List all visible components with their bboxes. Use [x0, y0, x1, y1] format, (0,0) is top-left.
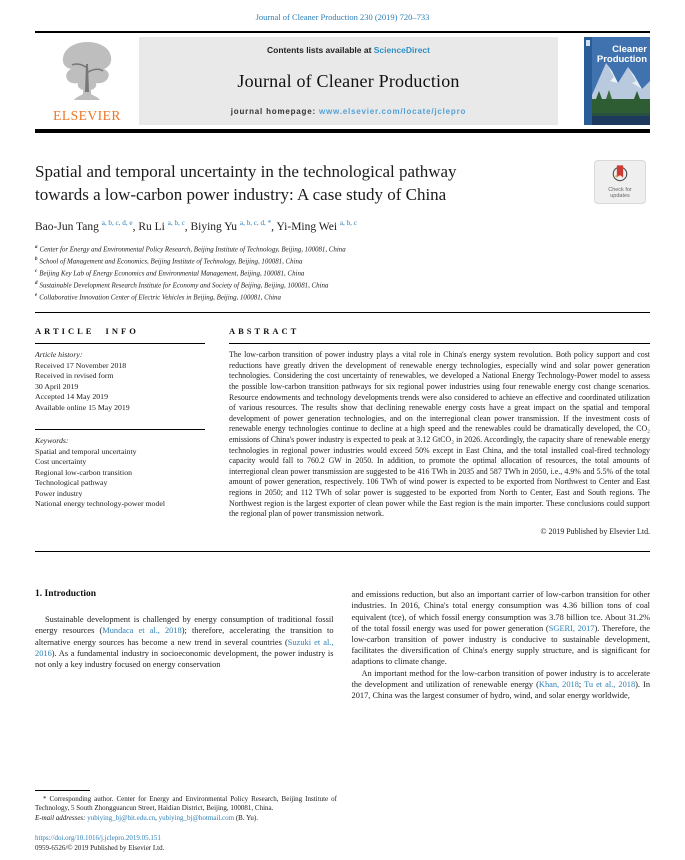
contents-prefix: Contents lists available at: [267, 45, 374, 55]
intro-paragraph-right-2: An important method for the low-carbon transition of power industry is to accelerate the development and utilization of renewable energy (Khan, 2018; Tu et al., 2018). In 2017, China was the largest consumer of hydro, wind, and solar energy worldwide,: [351, 668, 651, 701]
affiliation-item: $^e$ Collaborative Innovation Center of Electric Vehicles in Beijing, Beijing, 100081, China: [35, 292, 281, 302]
article-title-line1: Spatial and temporal uncertainty in the technological pathway: [35, 161, 457, 181]
running-head-citation[interactable]: Journal of Cleaner Production 230 (2019) 720–733: [255, 12, 430, 22]
crossmark-icon: [611, 164, 629, 187]
inline-link[interactable]: yubiying_bj@bit.edu.cn: [87, 813, 156, 822]
sciencedirect-link[interactable]: ScienceDirect: [373, 45, 430, 55]
article-title-line2: towards a low-carbon power industry: A case study of China: [35, 184, 447, 204]
intro-paragraph-left: Sustainable development is challenged by energy consumption of traditional fossil energy resources (Mundaca et al., 2018); therefore, accelerating the transition to alternative energy sources has become a new trend in several countries (Suzuki et al., 2016). As a fundamental industry in socioeconomic development, the power industry is not only a key industry focused on energy conservation: [35, 615, 334, 669]
article-info-column: [35, 326, 205, 536]
contents-line: [267, 45, 430, 55]
homepage-prefix: journal homepage:: [230, 107, 319, 116]
abstract-bottom-rule: [35, 551, 650, 553]
svg-text:Production: Production: [596, 54, 647, 65]
inline-link[interactable]: yubiying_bj@hotmail.com: [158, 813, 235, 822]
journal-cover-thumbnail[interactable]: [558, 37, 650, 125]
corresponding-author-note: * Corresponding author. Center for Energy and Environmental Policy Research, Beijing Institute of Technology, 5 South Zhongguancun Street, Haidian District, Beijing, 100081, China.: [35, 795, 337, 813]
keyword-item: Cost uncertainty: [35, 457, 87, 467]
inline-link[interactable]: SGERI, 2017: [548, 623, 595, 633]
elsevier-logo[interactable]: [35, 37, 139, 125]
affiliation-item: $^d$ Sustainable Development Research Institute for Economy and Society of Beijing, Beijing, 100081, China: [35, 280, 329, 290]
body-left-column: [35, 589, 334, 701]
article-history-label: Article history:: [35, 350, 83, 360]
journal-header: [35, 37, 650, 125]
inline-link[interactable]: a, b, c: [339, 219, 357, 228]
inline-link[interactable]: a, b, c, d, *: [239, 219, 272, 228]
history-item: Received in revised form: [35, 371, 114, 381]
issn-copyright-line: 0959-6526/© 2019 Published by Elsevier Ltd.: [35, 844, 165, 852]
introduction-heading: 1. Introduction: [35, 589, 97, 600]
inline-link[interactable]: a, b, c, d, e: [101, 219, 133, 228]
keyword-item: Spatial and temporal uncertainty: [35, 446, 137, 456]
abstract-column: [229, 326, 650, 536]
header-bottom-rule: [35, 129, 650, 133]
inline-link[interactable]: Mundaca et al., 2018: [102, 626, 182, 636]
keyword-item: Power industry: [35, 488, 83, 498]
check-updates-caption: Check for updates: [608, 186, 632, 199]
article-title: [35, 160, 457, 207]
homepage-url-link[interactable]: www.elsevier.com/locate/jclepro: [318, 107, 467, 116]
elsevier-tree-icon: [56, 40, 118, 107]
affiliations-list: [35, 243, 650, 302]
top-rule: [35, 31, 650, 33]
affiliation-item: $^c$ Beijing Key Lab of Energy Economics and Environmental Management, Beijing, 100081, China: [35, 269, 305, 278]
email-addresses-line: E-mail addresses: yubiying_bj@bit.edu.cn, yubiying_bj@hotmail.com (B. Yu).: [35, 813, 258, 822]
history-item: Accepted 14 May 2019: [35, 392, 108, 402]
footnote-block: [35, 790, 337, 852]
history-item: Received 17 November 2018: [35, 360, 127, 370]
copyright-line: © 2019 Published by Elsevier Ltd.: [540, 526, 650, 536]
svg-text:Cleaner: Cleaner: [612, 44, 647, 55]
history-item: Available online 15 May 2019: [35, 402, 130, 412]
abstract-text: The low-carbon transition of power industry plays a vital role in China's energy system revolution. Both policy support and cost reductions have greatly driven the development of renewable energy technologies, especially wind and solar power generation technologies. Considering the cost uncertainty of renewables, we developed a National Energy Technology-Power model to assess the possible low-carbon transition pathways for six regional power industries using four renewable energy cost change scenarios. Resource endowments and technology developments trends were also considered to achieve an effective and coordinated utilization of various resources. The results show that declining renewable energy costs have a great impact on the spatial and temporal development of power generation technologies, and on the interregional clean power transmission. If the investment costs of renewable energy technologies continue to decline at a high speed and the renewables could be dramatically developed, the CO₂ emissions of China's power industry is expected to peak at 3.12 GtCO₂ in 2026. Accordingly, the capacity share of renewable energy technologies in regional power industries would exceed 50% except in East China, and the total installed coal-fired technology capacity would fall to 760.2 GW in 2050. In addition, to promote the optimal allocation of resources, the total amounts of interregional clean power transmission are suggested to be 416 TWh in 2035 and 587 TWh in 2050, i.e., 4.9% and 5.5% of the total amount of power generation, respectively. 106 TWh of wind power is expected to be exported from Northwest to Center and East regions in 2050; and 112 TWh of solar power is suggested to be exported from North to Center, East and South regions. The Northwest region is the largest exporter of clean power while the East region is the main importer. These conclusions could support the regional plan of power transmission network.: [229, 350, 650, 519]
article-info-heading: ARTICLE INFO: [35, 326, 139, 337]
affiliations-rule: [35, 312, 650, 314]
doi-link[interactable]: https://doi.org/10.1016/j.jclepro.2019.05.151: [35, 834, 161, 842]
author-line: Bao-Jun Tang $^{a, b, c, d, e}$, Ru Li $^{a, b, c}$, Biying Yu $^{a, b, c, d, *}$, Yi-Ming Wei $^{a, b, c}$: [35, 219, 357, 234]
keywords-label: Keywords:: [35, 436, 69, 446]
affiliation-item: $^a$ Center for Energy and Environmental Policy Research, Beijing Institute of Technology, Beijing, 100081, China: [35, 245, 346, 254]
history-item: 30 April 2019: [35, 381, 79, 391]
inline-link[interactable]: Tu et al., 2018: [584, 679, 636, 689]
keyword-item: Regional low-carbon transition: [35, 467, 133, 477]
check-for-updates-badge[interactable]: [594, 160, 646, 204]
inline-link[interactable]: Khan, 2018: [538, 679, 579, 689]
journal-masthead: [139, 37, 558, 125]
abstract-heading: ABSTRACT: [229, 326, 300, 337]
footnote-rule: [35, 790, 90, 791]
elsevier-wordmark: ELSEVIER: [53, 108, 121, 123]
inline-link[interactable]: Suzuki et al., 2016: [35, 637, 334, 658]
intro-paragraph-right-1: and emissions reduction, but also an important carrier of low-carbon transition for other industries. In 2016, China's total energy consumption was 4.36 billion tons of coal equivalent (tce), of which fossil energy consumption was 3.78 billion tce. About 31.2% of the total fossil energy was used for power generation (SGERI, 2017). Therefore, the low-carbon transition of power industry is conducive to sustainable development, facilitates the diversification of China's energy supply structure, and is significant for adaptions to climate change.: [351, 590, 650, 667]
affiliation-item: $^b$ School of Management and Economics, Beijing Institute of Technology, Beijing, 100081, China: [35, 257, 303, 266]
inline-link[interactable]: a, b, c: [167, 219, 185, 228]
homepage-line: [231, 107, 466, 116]
body-right-column: [352, 589, 651, 701]
keyword-item: Technological pathway: [35, 478, 108, 488]
journal-title: Journal of Cleaner Production: [237, 70, 460, 91]
keyword-item: National energy technology-power model: [35, 499, 165, 509]
